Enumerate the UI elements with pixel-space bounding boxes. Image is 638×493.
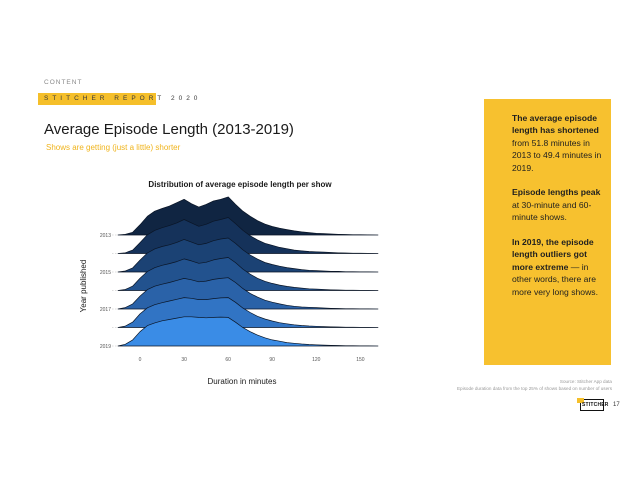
y-tick-2017: 2017: [99, 307, 111, 313]
insight-3-text: — in other words, there are more very long shows.: [512, 261, 598, 297]
insight-3: [512, 236, 602, 298]
y-axis-label: Year published: [79, 259, 88, 313]
x-tick-150: 150: [356, 357, 365, 363]
x-axis-label: Duration in minutes: [207, 377, 277, 386]
x-tick-60: 60: [225, 357, 231, 363]
y-tick-2019: 2019: [99, 344, 111, 350]
y-tick-labels: [100, 233, 111, 350]
source-line-2: Episode duration data from the top 25% of shows based on number of users: [456, 386, 612, 391]
stitcher-logo: [580, 399, 609, 411]
x-tick-90: 90: [269, 357, 275, 363]
ridge-series-group: [112, 197, 378, 346]
insight-2: [512, 186, 602, 223]
insight-1: [512, 112, 602, 174]
x-tick-30: 30: [181, 357, 187, 363]
insight-1-text: from 51.8 minutes in 2013 to 49.4 minutes in 2019.: [512, 137, 602, 173]
x-tick-0: 0: [138, 357, 142, 363]
y-tick-2013: 2013: [99, 233, 111, 239]
page-number: 17: [613, 402, 620, 408]
insight-3-bold: In 2019, the episode length outliers got more extreme: [512, 237, 594, 272]
source-note: [457, 378, 612, 392]
report-banner-text: STITCHER REPORT 2020: [44, 95, 202, 102]
insights-panel: [484, 99, 611, 365]
insights-text: [512, 112, 602, 310]
insight-2-bold: Episode lengths peak: [512, 187, 601, 198]
source-line-1: Source: Stitcher App data: [559, 379, 612, 384]
y-tick-2015: 2015: [99, 270, 111, 276]
insight-2-text: at 30-minute and 60-minute shows.: [512, 199, 592, 223]
x-tick-120: 120: [312, 357, 321, 363]
insight-1-bold: The average episode length has shortened: [512, 113, 599, 136]
page-subtitle: Shows are getting (just a little) shorter: [46, 143, 181, 152]
page-title: Average Episode Length (2013-2019): [44, 121, 294, 138]
chart-title: Distribution of average episode length per show: [148, 180, 332, 189]
x-tick-labels: [139, 357, 365, 363]
section-label: CONTENT: [44, 79, 83, 86]
logo-text: STITCHER: [582, 402, 609, 408]
